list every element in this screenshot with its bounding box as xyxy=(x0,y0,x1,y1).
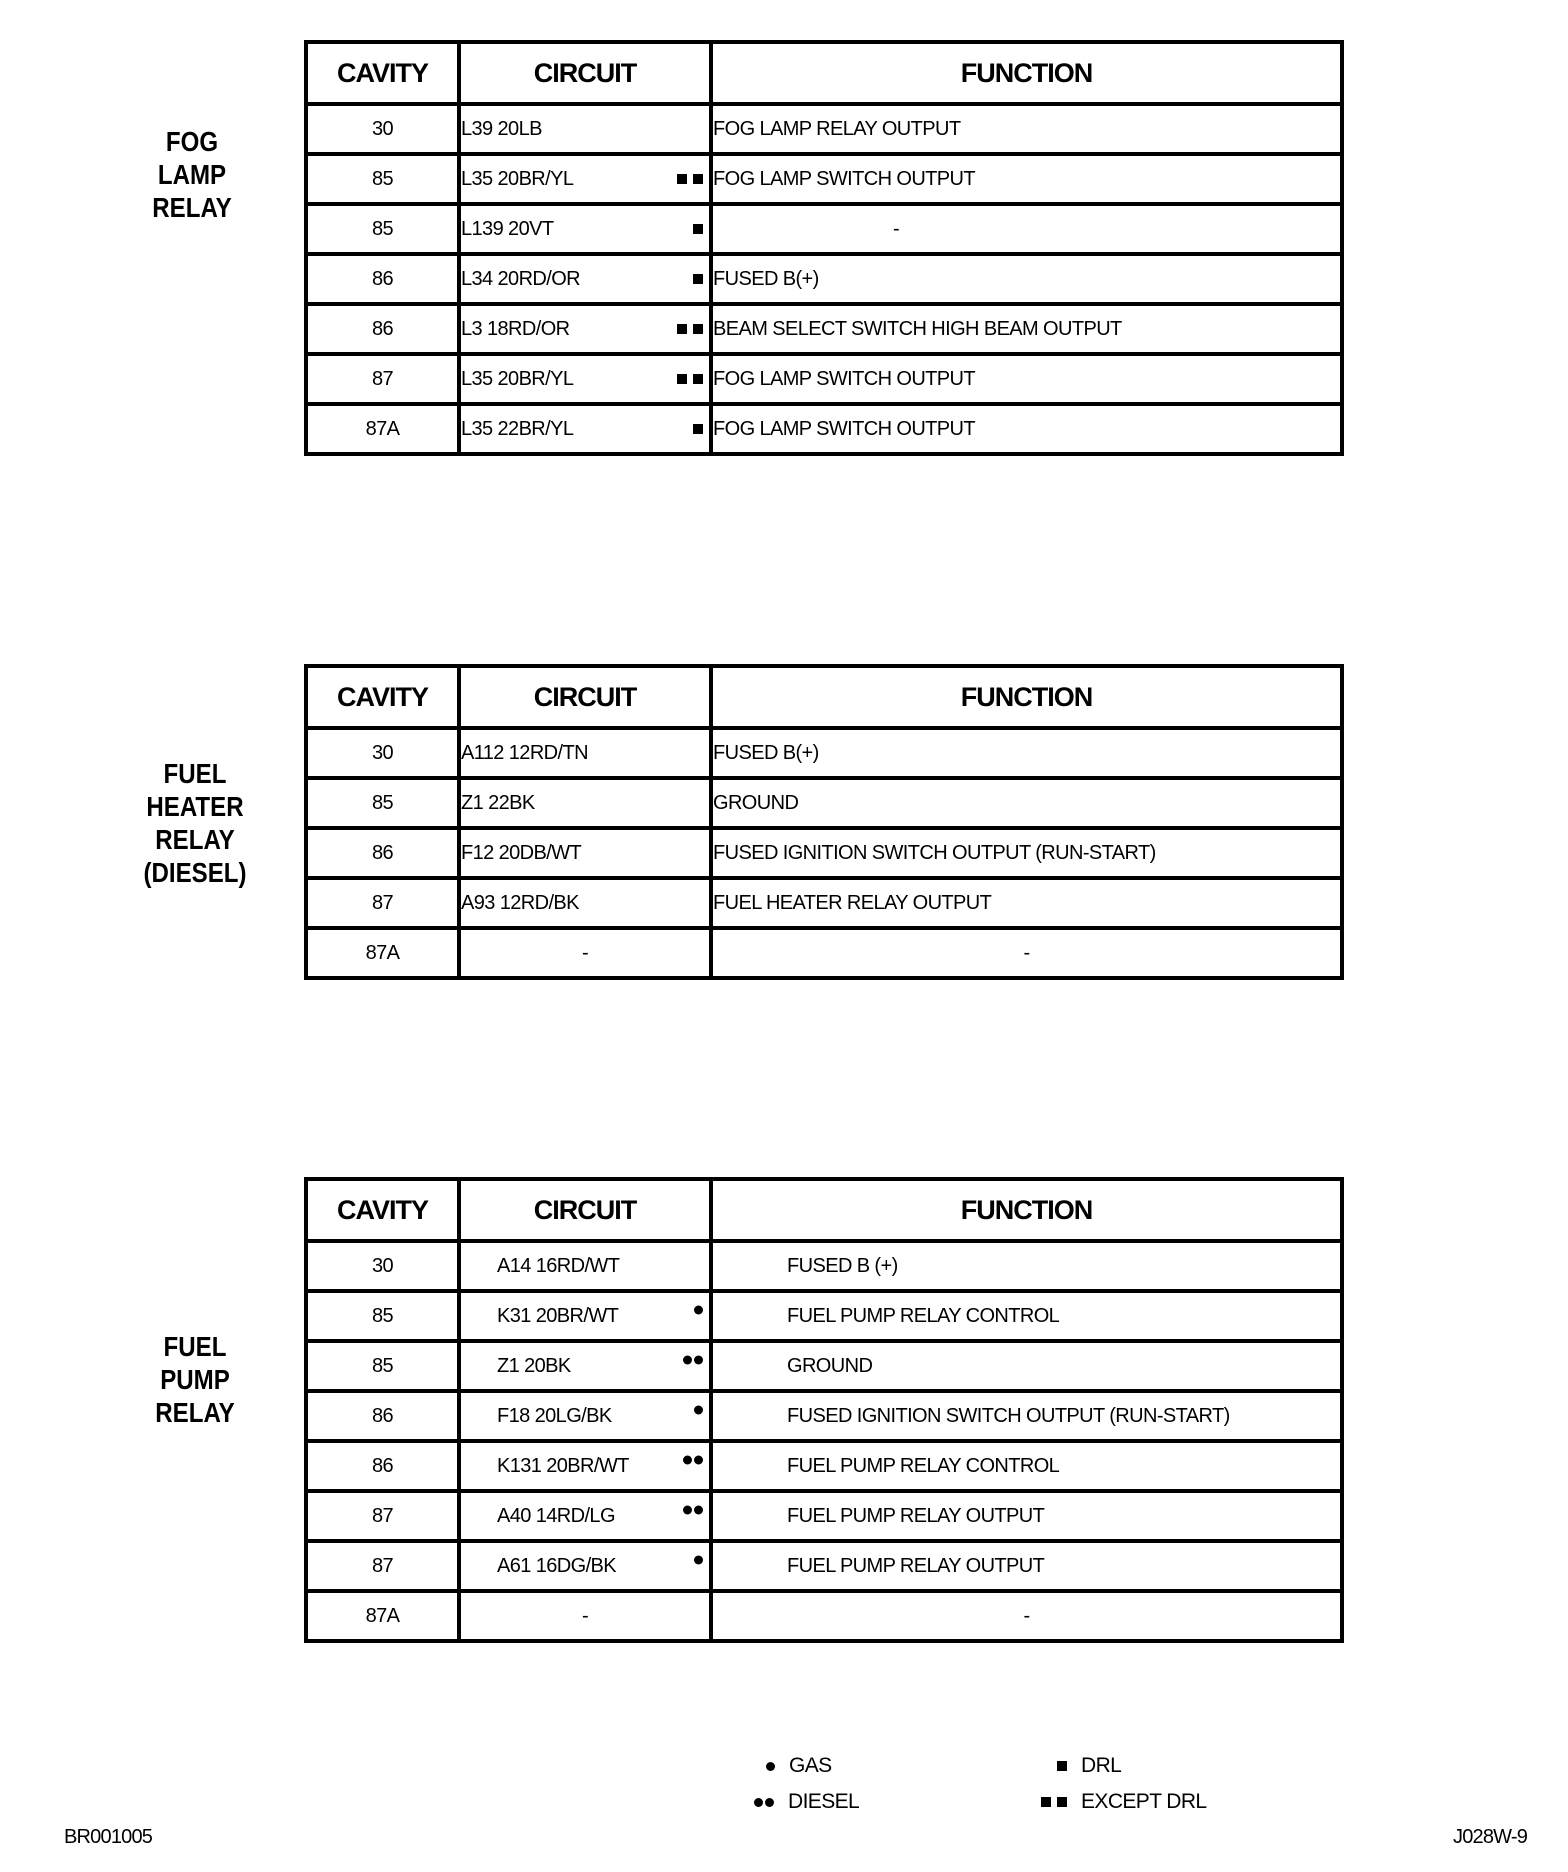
diesel-marker-icon xyxy=(683,1455,703,1464)
function-cell: FUSED B(+) xyxy=(711,728,1342,778)
table-row xyxy=(306,354,1342,404)
circuit-header: CIRCUIT xyxy=(459,1179,711,1241)
circuit-cell: A14 16RD/WT xyxy=(459,1241,711,1291)
cavity-cell: 86 xyxy=(306,254,459,304)
cavity-cell: 87A xyxy=(306,404,459,454)
table-row xyxy=(306,1491,1342,1541)
table-row xyxy=(306,1541,1342,1591)
cavity-cell: 87 xyxy=(306,354,459,404)
circuit-cell: A61 16DG/BK xyxy=(459,1541,711,1591)
circuit-cell: A40 14RD/LG xyxy=(459,1491,711,1541)
circuit-cell: A112 12RD/TN xyxy=(459,728,711,778)
function-cell: GROUND xyxy=(711,1341,1342,1391)
circuit-header: CIRCUIT xyxy=(459,666,711,728)
table-row xyxy=(306,878,1342,928)
table-row xyxy=(306,1391,1342,1441)
legend-drl: DRL xyxy=(1057,1754,1121,1778)
circuit-cell: F12 20DB/WT xyxy=(459,828,711,878)
table-row xyxy=(306,404,1342,454)
circuit-header: CIRCUIT xyxy=(459,42,711,104)
cavity-header: CAVITY xyxy=(306,1179,459,1241)
except-drl-marker-icon xyxy=(677,174,703,184)
function-cell: FUEL PUMP RELAY CONTROL xyxy=(711,1291,1342,1341)
cavity-cell: 85 xyxy=(306,1291,459,1341)
cavity-header: CAVITY xyxy=(306,42,459,104)
table-row xyxy=(306,304,1342,354)
circuit-cell: L34 20RD/OR xyxy=(459,254,711,304)
except-drl-marker-icon xyxy=(677,324,703,334)
function-cell: FUEL HEATER RELAY OUTPUT xyxy=(711,878,1342,928)
function-header: FUNCTION xyxy=(711,666,1342,728)
table-row xyxy=(306,1341,1342,1391)
gas-marker-icon xyxy=(694,1555,703,1564)
circuit-cell: - xyxy=(459,1591,711,1641)
function-header: FUNCTION xyxy=(711,42,1342,104)
fog-lamp-relay-table xyxy=(304,40,1344,456)
drl-marker-icon xyxy=(693,224,703,234)
circuit-cell: Z1 20BK xyxy=(459,1341,711,1391)
circuit-cell: L35 20BR/YL xyxy=(459,354,711,404)
circuit-cell: L39 20LB xyxy=(459,104,711,154)
cavity-cell: 87 xyxy=(306,1491,459,1541)
cavity-cell: 30 xyxy=(306,1241,459,1291)
legend-gas: GAS xyxy=(766,1754,832,1778)
cavity-cell: 86 xyxy=(306,304,459,354)
circuit-cell: K31 20BR/WT xyxy=(459,1291,711,1341)
function-cell: - xyxy=(711,204,1342,254)
circuit-cell: L139 20VT xyxy=(459,204,711,254)
circuit-cell: Z1 22BK xyxy=(459,778,711,828)
circuit-cell: L3 18RD/OR xyxy=(459,304,711,354)
gas-marker-icon xyxy=(766,1762,775,1771)
circuit-cell: - xyxy=(459,928,711,978)
document-code-left: BR001005 xyxy=(64,1826,153,1848)
cavity-header: CAVITY xyxy=(306,666,459,728)
drl-marker-icon xyxy=(693,424,703,434)
function-cell: FUEL PUMP RELAY OUTPUT xyxy=(711,1541,1342,1591)
cavity-cell: 87 xyxy=(306,878,459,928)
function-cell: FOG LAMP RELAY OUTPUT xyxy=(711,104,1342,154)
cavity-cell: 85 xyxy=(306,778,459,828)
cavity-cell: 87A xyxy=(306,1591,459,1641)
cavity-cell: 86 xyxy=(306,1391,459,1441)
legend-diesel: DIESEL xyxy=(754,1790,859,1814)
cavity-cell: 85 xyxy=(306,204,459,254)
gas-marker-icon xyxy=(694,1405,703,1414)
circuit-cell: A93 12RD/BK xyxy=(459,878,711,928)
except-drl-marker-icon xyxy=(677,374,703,384)
table-header-row xyxy=(306,42,1342,104)
diesel-marker-icon xyxy=(683,1505,703,1514)
fuel-heater-relay-label: FUEL HEATER RELAY (DIESEL) xyxy=(143,758,247,888)
table-row xyxy=(306,1241,1342,1291)
legend-except-drl: EXCEPT DRL xyxy=(1041,1790,1207,1814)
diesel-marker-icon xyxy=(683,1355,703,1364)
cavity-cell: 30 xyxy=(306,104,459,154)
cavity-cell: 30 xyxy=(306,728,459,778)
table-row xyxy=(306,778,1342,828)
function-header: FUNCTION xyxy=(711,1179,1342,1241)
table-row xyxy=(306,1441,1342,1491)
fog-lamp-relay-label: FOG LAMP RELAY xyxy=(152,126,232,223)
function-cell: FUSED B (+) xyxy=(711,1241,1342,1291)
table-header-row xyxy=(306,666,1342,728)
table-row xyxy=(306,928,1342,978)
drl-marker-icon xyxy=(1057,1761,1067,1771)
table-row xyxy=(306,1291,1342,1341)
function-cell: FOG LAMP SWITCH OUTPUT xyxy=(711,154,1342,204)
drl-marker-icon xyxy=(693,274,703,284)
cavity-cell: 85 xyxy=(306,1341,459,1391)
function-cell: FOG LAMP SWITCH OUTPUT xyxy=(711,354,1342,404)
diesel-marker-icon xyxy=(754,1798,774,1807)
cavity-cell: 85 xyxy=(306,154,459,204)
document-code-right: J028W-9 xyxy=(1453,1826,1528,1848)
function-cell: FUSED IGNITION SWITCH OUTPUT (RUN-START) xyxy=(711,828,1342,878)
function-cell: FUSED B(+) xyxy=(711,254,1342,304)
fuel-pump-relay-table xyxy=(304,1177,1344,1643)
table-row xyxy=(306,204,1342,254)
fuel-heater-relay-table xyxy=(304,664,1344,980)
function-cell: GROUND xyxy=(711,778,1342,828)
circuit-cell: L35 20BR/YL xyxy=(459,154,711,204)
table-row xyxy=(306,104,1342,154)
gas-marker-icon xyxy=(694,1305,703,1314)
table-row xyxy=(306,828,1342,878)
fuel-pump-relay-label: FUEL PUMP RELAY xyxy=(155,1331,235,1428)
table-header-row xyxy=(306,1179,1342,1241)
function-cell: BEAM SELECT SWITCH HIGH BEAM OUTPUT xyxy=(711,304,1342,354)
table-row xyxy=(306,154,1342,204)
table-row xyxy=(306,728,1342,778)
table-row xyxy=(306,1591,1342,1641)
cavity-cell: 87A xyxy=(306,928,459,978)
cavity-cell: 86 xyxy=(306,828,459,878)
except-drl-marker-icon xyxy=(1041,1797,1067,1807)
function-cell: FUEL PUMP RELAY CONTROL xyxy=(711,1441,1342,1491)
function-cell: - xyxy=(711,1591,1342,1641)
function-cell: FUSED IGNITION SWITCH OUTPUT (RUN-START) xyxy=(711,1391,1342,1441)
circuit-cell: K131 20BR/WT xyxy=(459,1441,711,1491)
cavity-cell: 86 xyxy=(306,1441,459,1491)
function-cell: - xyxy=(711,928,1342,978)
circuit-cell: L35 22BR/YL xyxy=(459,404,711,454)
table-row xyxy=(306,254,1342,304)
circuit-cell: F18 20LG/BK xyxy=(459,1391,711,1441)
cavity-cell: 87 xyxy=(306,1541,459,1591)
function-cell: FUEL PUMP RELAY OUTPUT xyxy=(711,1491,1342,1541)
function-cell: FOG LAMP SWITCH OUTPUT xyxy=(711,404,1342,454)
